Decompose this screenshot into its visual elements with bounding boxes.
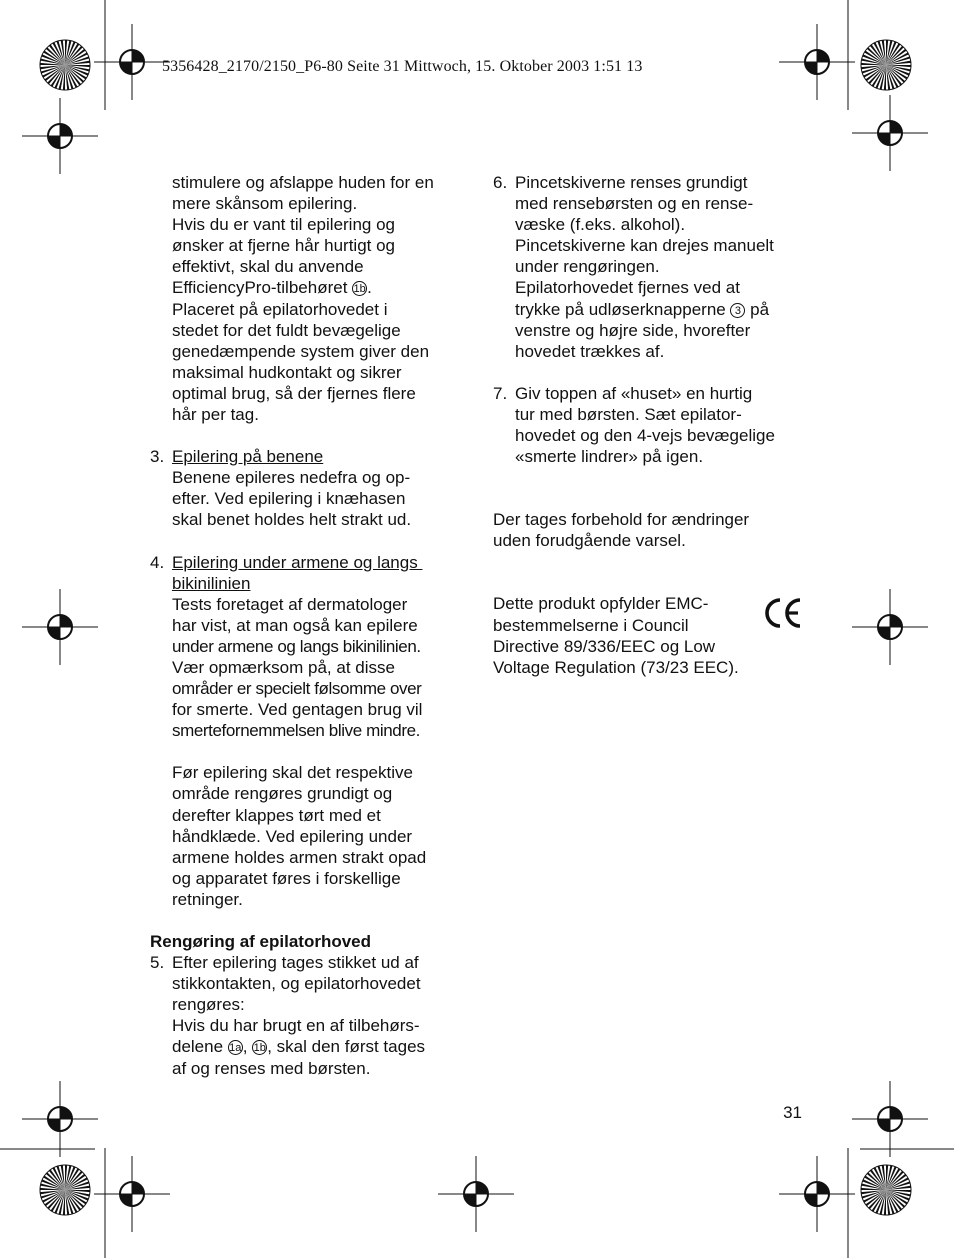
left-column: [150, 172, 470, 1079]
list-item-3: 3. Epilering på benene Benene epileres nedefra og op- efter. Ved epilering i knæhasen skal benet holdes helt strakt ud.: [150, 446, 470, 530]
crosshair-lower-right: [852, 1081, 928, 1157]
ce-mark-icon: [761, 595, 803, 631]
ref-1b-icon: 1b: [253, 1042, 266, 1055]
starburst-target: [40, 1165, 90, 1215]
item-heading: bikinilinien: [172, 573, 251, 593]
intro-paragraph: stimulere og afslappe huden for en mere skånsom epilering. Hvis du er vant til epilering og ønsker at fjerne hår hurtigt og effektivt, skal du anvende EfficiencyPro-tilbehøret 1b. Placeret på epilatorhovedet i stedet for det fuldt bevægelige genedæmpende system giver den maksimal hudkontakt og sikrer optimal brug, så der fjernes flere hår per tag.: [172, 173, 434, 425]
page-number: 31: [783, 1103, 802, 1122]
notice-paragraph: Der tages forbehold for ændringer uden forudgående varsel.: [493, 510, 750, 551]
list-item-6: 6. Pincetskiverne renses grundigt med rensebørsten og en rense- væske (f.eks. alkohol). Pincetskiverne kan drejes manuelt under rengøringen. Epilatorhovedet fjernes ved at trykke på udløserknapperne 3 på venstre og højre side, hvorefter hovedet trækkes af.: [493, 173, 774, 361]
list-item-7: 7. Giv toppen af «huset» en hurtig tur med børsten. Sæt epilator- hovedet og den 4-vejs bevægelige «smerte lindrer» på igen.: [493, 383, 775, 467]
item-heading: Epilering på benene: [172, 447, 324, 467]
starburst-target: [40, 40, 90, 90]
ref-3-icon: 3: [730, 303, 745, 318]
section-heading: Rengøring af epilatorhoved: [150, 932, 372, 951]
starburst-target: [861, 1165, 911, 1215]
print-slug: 5356428_2170/2150_P6-80 Seite 31 Mittwoch, 15. Oktober 2003 1:51 13: [162, 58, 643, 75]
crosshair-mid-left: [22, 589, 98, 665]
crosshair-bottom-center: [438, 1156, 514, 1232]
right-column: [493, 172, 813, 678]
crosshair-upper-right: [852, 95, 928, 171]
crosshair-mid-right: [852, 589, 928, 665]
starburst-target: [861, 40, 911, 90]
ref-1a-icon: 1a: [229, 1042, 242, 1055]
crosshair-upper-left: [22, 98, 98, 174]
item-heading: Epilering under armene og langs: [172, 552, 423, 572]
list-item-5: 5. Efter epilering tages stikket ud af stikkontakten, og epilatorhovedet rengøres: Hvis du har brugt en af tilbehørs- delene 1a, 1b, skal den først tages af og renses med børsten.: [150, 953, 426, 1078]
emc-paragraph: Dette produkt opfylder EMC- bestemmelserne i Council Directive 89/336/EEC og Low Voltage Regulation (73/23 EEC).: [493, 593, 813, 677]
list-item-4: 4. Epilering under armene og langs bikinilinien Tests foretaget af dermatologer har vist, at man også kan epilere under armene og langs bikinilinien. Vær opmærksom på, at disse områder er specielt følsomme over for smerte. Ved gentagen brug vil smertefornemmelsen blive mindre. Før epilering skal det respektive område rengøres grundigt og derefter klappes tørt med et håndklæde. Ved epilering under armene holdes armen strakt opad og apparatet føres i forskellige retninger.: [150, 552, 470, 911]
crosshair-bottom-right: [779, 1156, 855, 1232]
crosshair-lower-left: [22, 1081, 98, 1157]
crosshair-top-right: [779, 24, 855, 100]
ref-1b-icon: 1b: [353, 283, 366, 296]
